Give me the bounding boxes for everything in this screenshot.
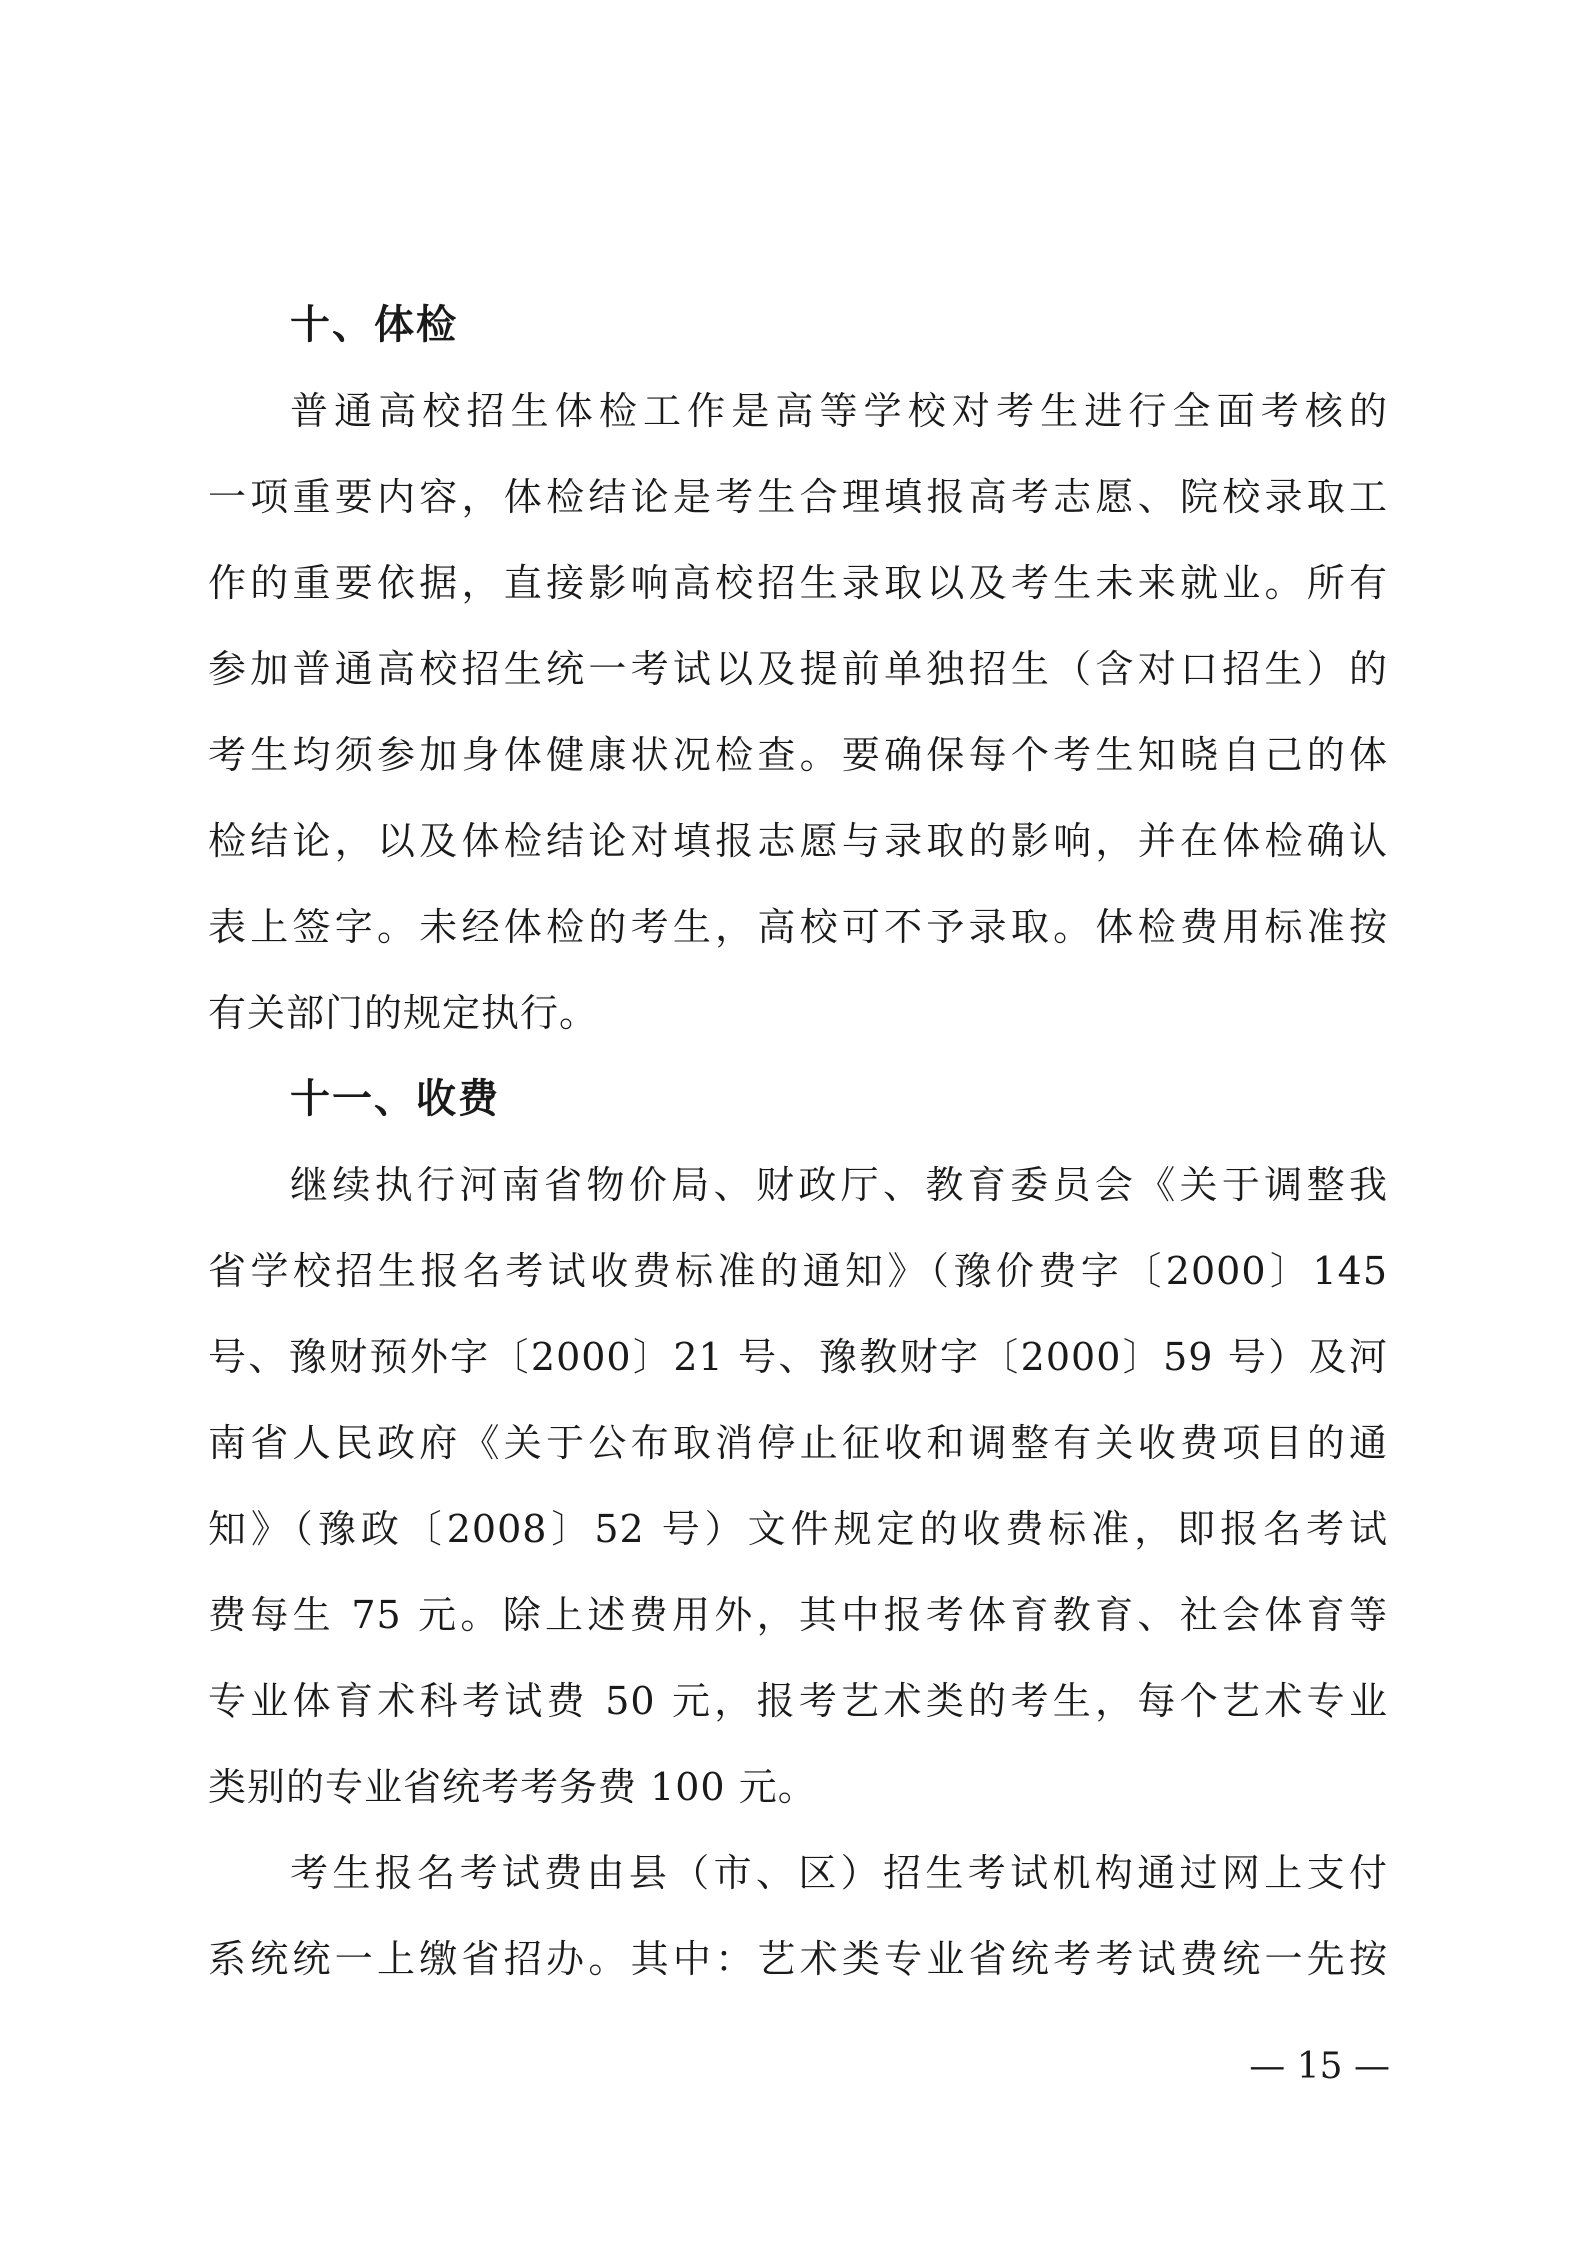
text-line: 参加普通高校招生统一考试以及提前单独招生（含对口招生）的: [208, 647, 1388, 691]
text-line: 系统统一上缴省招办。其中：艺术类专业省统考考试费统一先按: [208, 1937, 1388, 1981]
text-line: 类别的专业省统考考务费 100 元。: [208, 1765, 817, 1809]
text-line: 有关部门的规定执行。: [208, 991, 599, 1035]
paragraph-tijian: [208, 368, 1388, 1056]
section-heading-tijian: 十、体检: [290, 302, 458, 348]
section-heading-shoufei: 十一、收费: [290, 1076, 500, 1122]
paragraph-shoufei-2: [208, 1830, 1388, 2002]
text-line: 专业体育术科考试费 50 元，报考艺术类的考生，每个艺术专业: [208, 1679, 1388, 1723]
text-line: 一项重要内容，体检结论是考生合理填报高考志愿、院校录取工: [208, 475, 1388, 519]
text-line: 费每生 75 元。除上述费用外，其中报考体育教育、社会体育等: [208, 1593, 1388, 1637]
text-line: 考生报名考试费由县（市、区）招生考试机构通过网上支付: [290, 1851, 1388, 1895]
text-line: 号、豫财预外字〔2000〕21 号、豫教财字〔2000〕59 号）及河: [208, 1335, 1388, 1379]
paragraph-shoufei-1: [208, 1142, 1388, 1830]
text-line: 考生均须参加身体健康状况检查。要确保每个考生知晓自己的体: [208, 733, 1388, 777]
text-line: 知》（豫政〔2008〕52 号）文件规定的收费标准，即报名考试: [208, 1507, 1388, 1551]
text-line: 省学校招生报名考试收费标准的通知》（豫价费字〔2000〕145: [208, 1249, 1388, 1293]
page-content: [208, 282, 1388, 2002]
text-line: 作的重要依据，直接影响高校招生录取以及考生未来就业。所有: [208, 561, 1388, 605]
text-line: 检结论，以及体检结论对填报志愿与录取的影响，并在体检确认: [208, 819, 1388, 863]
text-line: 南省人民政府《关于公布取消停止征收和调整有关收费项目的通: [208, 1421, 1388, 1465]
text-line: 继续执行河南省物价局、财政厅、教育委员会《关于调整我: [290, 1163, 1388, 1207]
text-line: 普通高校招生体检工作是高等学校对考生进行全面考核的: [290, 389, 1388, 433]
page-number: — 15 —: [1249, 2046, 1390, 2087]
text-line: 表上签字。未经体检的考生，高校可不予录取。体检费用标准按: [208, 905, 1388, 949]
